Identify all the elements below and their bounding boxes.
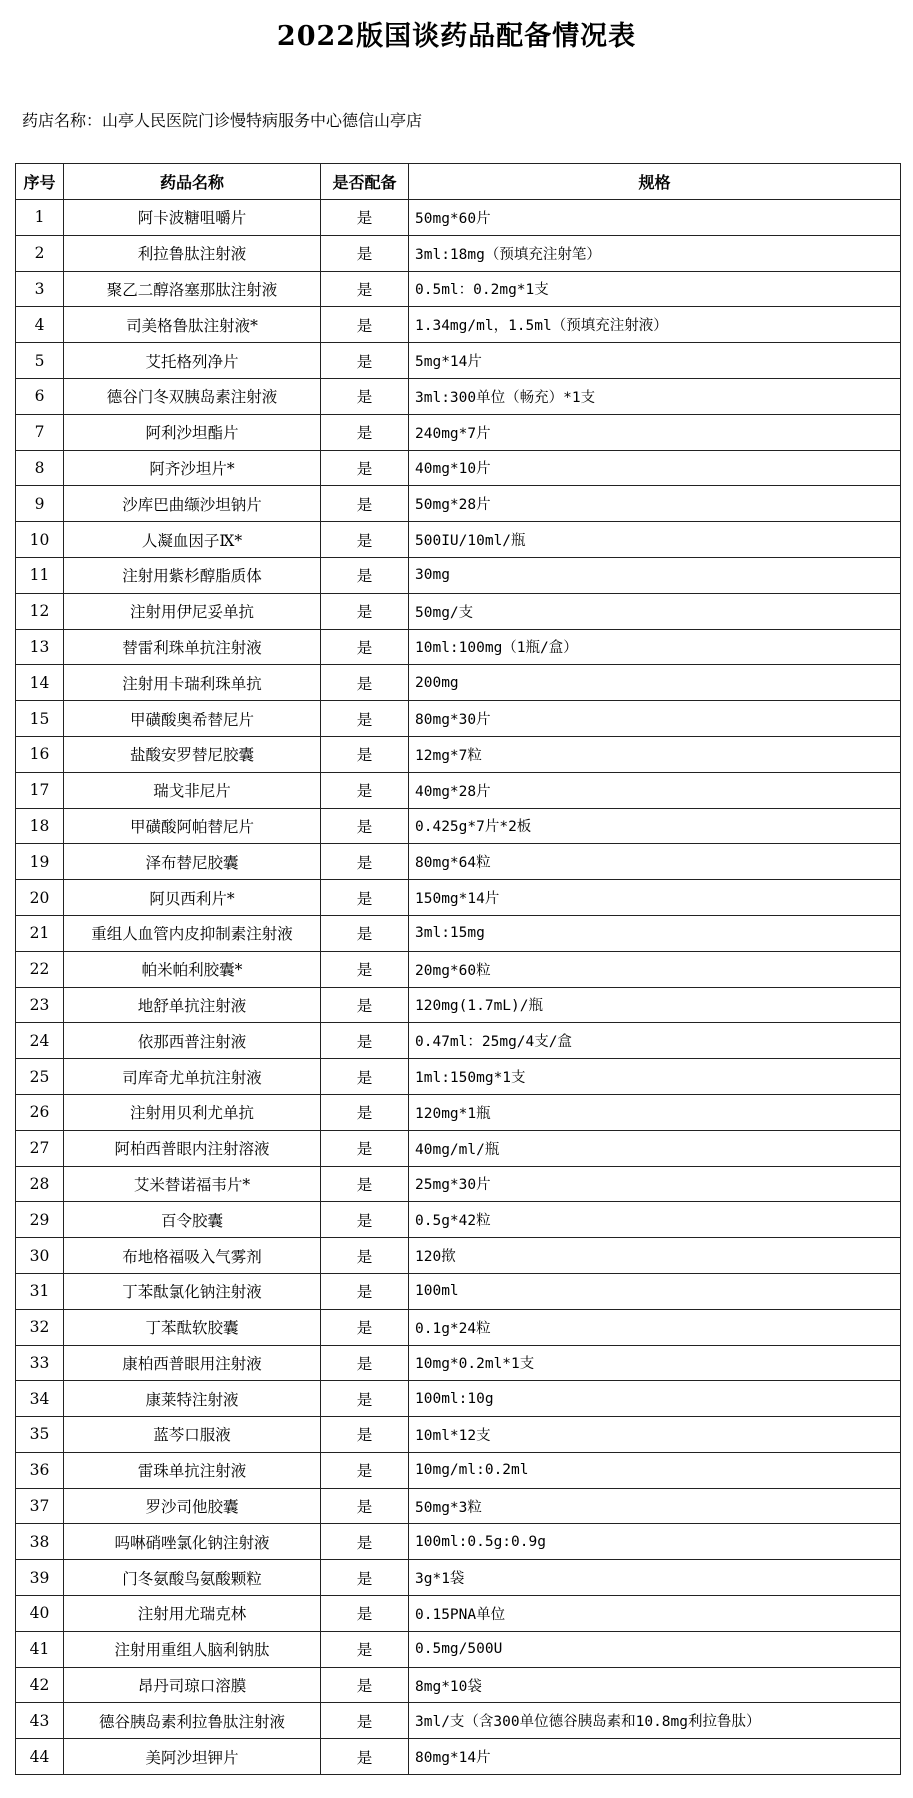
drug-name: 蓝芩口服液: [64, 1417, 321, 1453]
row-index: 13: [16, 629, 64, 665]
equipped-status: 是: [321, 1488, 409, 1524]
table-row: [16, 414, 901, 450]
table-row: [16, 665, 901, 701]
row-index: 29: [16, 1202, 64, 1238]
drug-name: 利拉鲁肽注射液: [64, 235, 321, 271]
equipped-status: 是: [321, 951, 409, 987]
row-index: 33: [16, 1345, 64, 1381]
equipped-status: 是: [321, 1345, 409, 1381]
row-index: 6: [16, 378, 64, 414]
row-index: 36: [16, 1452, 64, 1488]
equipped-status: 是: [321, 450, 409, 486]
equipped-status: 是: [321, 1023, 409, 1059]
drug-name: 注射用重组人脑利钠肽: [64, 1631, 321, 1667]
spec: 500IU/10ml/瓶: [409, 522, 901, 558]
drug-name: 盐酸安罗替尼胶囊: [64, 736, 321, 772]
spec: 40mg*28片: [409, 772, 901, 808]
drug-name: 依那西普注射液: [64, 1023, 321, 1059]
table-row: [16, 593, 901, 629]
equipped-status: 是: [321, 987, 409, 1023]
equipped-status: 是: [321, 880, 409, 916]
table-row: [16, 1631, 901, 1667]
equipped-status: 是: [321, 1524, 409, 1560]
header-drug-name: 药品名称: [64, 164, 321, 200]
table-row: [16, 915, 901, 951]
spec: 25mg*30片: [409, 1166, 901, 1202]
spec: 40mg*10片: [409, 450, 901, 486]
spec: 0.5ml：0.2mg*1支: [409, 271, 901, 307]
spec: 80mg*30片: [409, 701, 901, 737]
spec: 10mg*0.2ml*1支: [409, 1345, 901, 1381]
spec: 40mg/ml/瓶: [409, 1130, 901, 1166]
table-row: [16, 772, 901, 808]
equipped-status: 是: [321, 200, 409, 236]
drug-name: 康莱特注射液: [64, 1381, 321, 1417]
equipped-status: 是: [321, 1667, 409, 1703]
table-row: [16, 1238, 901, 1274]
table-row: [16, 522, 901, 558]
store-name-line: 药店名称：山亭人民医院门诊慢特病服务中心德信山亭店: [22, 111, 423, 130]
equipped-status: 是: [321, 593, 409, 629]
drug-name: 丁苯酞氯化钠注射液: [64, 1273, 321, 1309]
equipped-status: 是: [321, 343, 409, 379]
equipped-status: 是: [321, 1059, 409, 1095]
table-row: [16, 1452, 901, 1488]
drug-name: 泽布替尼胶囊: [64, 844, 321, 880]
spec: 120揿: [409, 1238, 901, 1274]
drug-name: 司美格鲁肽注射液*: [64, 307, 321, 343]
spec: 50mg*3粒: [409, 1488, 901, 1524]
equipped-status: 是: [321, 235, 409, 271]
drug-name: 昂丹司琼口溶膜: [64, 1667, 321, 1703]
table-row: [16, 629, 901, 665]
page-title: 2022版国谈药品配备情况表: [276, 21, 637, 52]
row-index: 15: [16, 701, 64, 737]
row-index: 25: [16, 1059, 64, 1095]
row-index: 26: [16, 1094, 64, 1130]
row-index: 9: [16, 486, 64, 522]
table-row: [16, 1273, 901, 1309]
drug-name: 阿卡波糖咀嚼片: [64, 200, 321, 236]
equipped-status: 是: [321, 665, 409, 701]
drug-name: 布地格福吸入气雾剂: [64, 1238, 321, 1274]
row-index: 11: [16, 557, 64, 593]
table-row: [16, 1094, 901, 1130]
drug-name: 德谷门冬双胰岛素注射液: [64, 378, 321, 414]
spec: 100ml:10g: [409, 1381, 901, 1417]
spec: 100ml: [409, 1273, 901, 1309]
table-row: [16, 1309, 901, 1345]
spec: 5mg*14片: [409, 343, 901, 379]
table-row: [16, 736, 901, 772]
table-row: [16, 844, 901, 880]
spec: 1.34mg/ml，1.5ml（预填充注射液）: [409, 307, 901, 343]
drug-name: 雷珠单抗注射液: [64, 1452, 321, 1488]
table-row: [16, 1130, 901, 1166]
drug-name: 德谷胰岛素利拉鲁肽注射液: [64, 1703, 321, 1739]
row-index: 1: [16, 200, 64, 236]
row-index: 31: [16, 1273, 64, 1309]
row-index: 44: [16, 1739, 64, 1775]
row-index: 35: [16, 1417, 64, 1453]
equipped-status: 是: [321, 522, 409, 558]
equipped-status: 是: [321, 1739, 409, 1775]
row-index: 18: [16, 808, 64, 844]
drug-name: 阿利沙坦酯片: [64, 414, 321, 450]
spec: 3ml:18mg（预填充注射笔）: [409, 235, 901, 271]
spec: 50mg*28片: [409, 486, 901, 522]
table-row: [16, 1166, 901, 1202]
drug-name: 替雷利珠单抗注射液: [64, 629, 321, 665]
drug-name: 瑞戈非尼片: [64, 772, 321, 808]
spec: 0.425g*7片*2板: [409, 808, 901, 844]
equipped-status: 是: [321, 557, 409, 593]
table-row: [16, 1560, 901, 1596]
row-index: 22: [16, 951, 64, 987]
table-row: [16, 1417, 901, 1453]
drug-name: 艾托格列净片: [64, 343, 321, 379]
row-index: 38: [16, 1524, 64, 1560]
row-index: 40: [16, 1596, 64, 1632]
table-body: [16, 200, 901, 1775]
equipped-status: 是: [321, 1130, 409, 1166]
table-row: [16, 378, 901, 414]
table-row: [16, 1381, 901, 1417]
table-row: [16, 1524, 901, 1560]
table-row: [16, 1667, 901, 1703]
row-index: 5: [16, 343, 64, 379]
table-row: [16, 343, 901, 379]
row-index: 34: [16, 1381, 64, 1417]
row-index: 43: [16, 1703, 64, 1739]
equipped-status: 是: [321, 414, 409, 450]
table-row: [16, 200, 901, 236]
spec: 0.1g*24粒: [409, 1309, 901, 1345]
table-row: [16, 307, 901, 343]
spec: 100ml:0.5g:0.9g: [409, 1524, 901, 1560]
spec: 10ml:100mg（1瓶/盒）: [409, 629, 901, 665]
drug-name: 注射用紫杉醇脂质体: [64, 557, 321, 593]
spec: 3ml:15mg: [409, 915, 901, 951]
header-index: 序号: [16, 164, 64, 200]
equipped-status: 是: [321, 1703, 409, 1739]
spec: 150mg*14片: [409, 880, 901, 916]
table-row: [16, 1739, 901, 1775]
equipped-status: 是: [321, 808, 409, 844]
table-row: [16, 486, 901, 522]
row-index: 3: [16, 271, 64, 307]
row-index: 14: [16, 665, 64, 701]
table-row: [16, 951, 901, 987]
spec: 3ml:300单位（畅充）*1支: [409, 378, 901, 414]
spec: 12mg*7粒: [409, 736, 901, 772]
row-index: 4: [16, 307, 64, 343]
equipped-status: 是: [321, 1560, 409, 1596]
table-row: [16, 557, 901, 593]
drug-name: 注射用贝利尤单抗: [64, 1094, 321, 1130]
drug-name: 司库奇尤单抗注射液: [64, 1059, 321, 1095]
drug-name: 康柏西普眼用注射液: [64, 1345, 321, 1381]
equipped-status: 是: [321, 701, 409, 737]
spec: 10ml*12支: [409, 1417, 901, 1453]
equipped-status: 是: [321, 1273, 409, 1309]
row-index: 8: [16, 450, 64, 486]
equipped-status: 是: [321, 271, 409, 307]
row-index: 21: [16, 915, 64, 951]
spec: 80mg*14片: [409, 1739, 901, 1775]
spec: 3g*1袋: [409, 1560, 901, 1596]
equipped-status: 是: [321, 1202, 409, 1238]
drug-name: 人凝血因子Ⅸ*: [64, 522, 321, 558]
row-index: 37: [16, 1488, 64, 1524]
spec: 50mg*60片: [409, 200, 901, 236]
equipped-status: 是: [321, 1452, 409, 1488]
row-index: 19: [16, 844, 64, 880]
drug-name: 阿贝西利片*: [64, 880, 321, 916]
table-row: [16, 1023, 901, 1059]
table-row: [16, 1703, 901, 1739]
row-index: 7: [16, 414, 64, 450]
equipped-status: 是: [321, 1381, 409, 1417]
row-index: 16: [16, 736, 64, 772]
spec: 50mg/支: [409, 593, 901, 629]
table-row: [16, 1345, 901, 1381]
row-index: 24: [16, 1023, 64, 1059]
spec: 0.47ml：25mg/4支/盒: [409, 1023, 901, 1059]
table-row: [16, 808, 901, 844]
equipped-status: 是: [321, 1309, 409, 1345]
row-index: 42: [16, 1667, 64, 1703]
drug-name: 百令胶囊: [64, 1202, 321, 1238]
drug-name: 聚乙二醇洛塞那肽注射液: [64, 271, 321, 307]
spec: 8mg*10袋: [409, 1667, 901, 1703]
equipped-status: 是: [321, 486, 409, 522]
drug-name: 注射用伊尼妥单抗: [64, 593, 321, 629]
equipped-status: 是: [321, 736, 409, 772]
row-index: 10: [16, 522, 64, 558]
table-row: [16, 1059, 901, 1095]
equipped-status: 是: [321, 307, 409, 343]
drug-name: 阿柏西普眼内注射溶液: [64, 1130, 321, 1166]
equipped-status: 是: [321, 1417, 409, 1453]
equipped-status: 是: [321, 378, 409, 414]
row-index: 41: [16, 1631, 64, 1667]
table-header-row: [16, 164, 901, 200]
drug-name: 丁苯酞软胶囊: [64, 1309, 321, 1345]
drug-name: 沙库巴曲缬沙坦钠片: [64, 486, 321, 522]
spec: 30mg: [409, 557, 901, 593]
table-row: [16, 450, 901, 486]
equipped-status: 是: [321, 1166, 409, 1202]
row-index: 23: [16, 987, 64, 1023]
spec: 0.5mg/500U: [409, 1631, 901, 1667]
row-index: 20: [16, 880, 64, 916]
spec: 80mg*64粒: [409, 844, 901, 880]
table-row: [16, 987, 901, 1023]
row-index: 27: [16, 1130, 64, 1166]
equipped-status: 是: [321, 629, 409, 665]
drug-name: 地舒单抗注射液: [64, 987, 321, 1023]
equipped-status: 是: [321, 772, 409, 808]
table-row: [16, 271, 901, 307]
drug-name: 阿齐沙坦片*: [64, 450, 321, 486]
spec: 120mg*1瓶: [409, 1094, 901, 1130]
spec: 200mg: [409, 665, 901, 701]
drug-table: [15, 163, 901, 1775]
row-index: 32: [16, 1309, 64, 1345]
table-row: [16, 1596, 901, 1632]
equipped-status: 是: [321, 1596, 409, 1632]
row-index: 12: [16, 593, 64, 629]
table-row: [16, 235, 901, 271]
equipped-status: 是: [321, 1238, 409, 1274]
row-index: 17: [16, 772, 64, 808]
equipped-status: 是: [321, 1094, 409, 1130]
drug-name: 甲磺酸阿帕替尼片: [64, 808, 321, 844]
spec: 0.15PNA单位: [409, 1596, 901, 1632]
table-row: [16, 880, 901, 916]
header-equipped: 是否配备: [321, 164, 409, 200]
equipped-status: 是: [321, 844, 409, 880]
spec: 20mg*60粒: [409, 951, 901, 987]
header-spec: 规格: [409, 164, 901, 200]
drug-name: 帕米帕利胶囊*: [64, 951, 321, 987]
spec: 3ml/支（含300单位德谷胰岛素和10.8mg利拉鲁肽）: [409, 1703, 901, 1739]
equipped-status: 是: [321, 1631, 409, 1667]
drug-name: 吗啉硝唑氯化钠注射液: [64, 1524, 321, 1560]
row-index: 2: [16, 235, 64, 271]
drug-name: 罗沙司他胶囊: [64, 1488, 321, 1524]
row-index: 28: [16, 1166, 64, 1202]
spec: 240mg*7片: [409, 414, 901, 450]
drug-name: 注射用尤瑞克林: [64, 1596, 321, 1632]
table-row: [16, 1488, 901, 1524]
spec: 120mg(1.7mL)/瓶: [409, 987, 901, 1023]
drug-name: 门冬氨酸鸟氨酸颗粒: [64, 1560, 321, 1596]
row-index: 30: [16, 1238, 64, 1274]
spec: 1ml:150mg*1支: [409, 1059, 901, 1095]
drug-name: 美阿沙坦钾片: [64, 1739, 321, 1775]
row-index: 39: [16, 1560, 64, 1596]
drug-name: 注射用卡瑞利珠单抗: [64, 665, 321, 701]
table-row: [16, 1202, 901, 1238]
drug-name: 甲磺酸奥希替尼片: [64, 701, 321, 737]
drug-name: 重组人血管内皮抑制素注射液: [64, 915, 321, 951]
table-row: [16, 701, 901, 737]
drug-name: 艾米替诺福韦片*: [64, 1166, 321, 1202]
spec: 0.5g*42粒: [409, 1202, 901, 1238]
spec: 10mg/ml:0.2ml: [409, 1452, 901, 1488]
equipped-status: 是: [321, 915, 409, 951]
